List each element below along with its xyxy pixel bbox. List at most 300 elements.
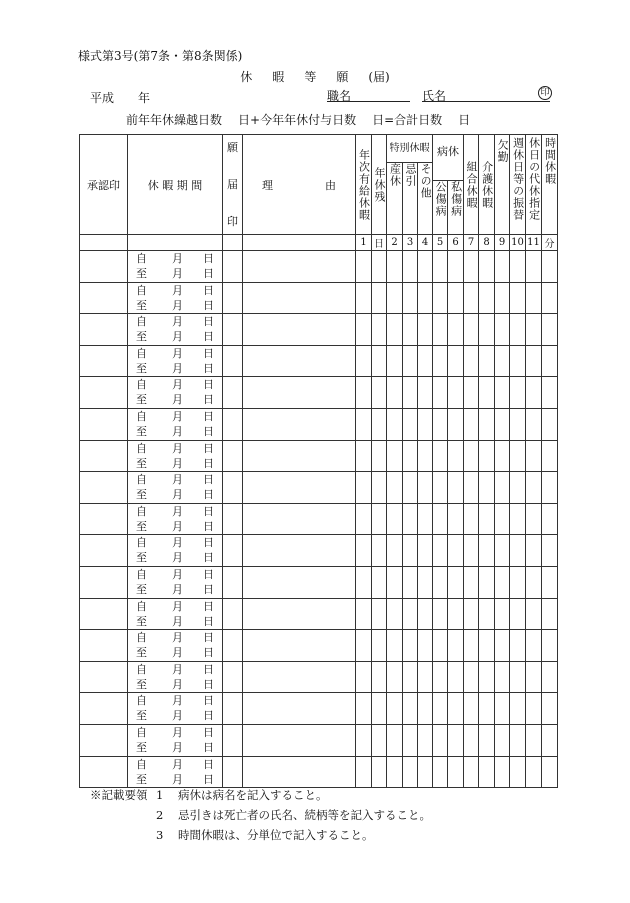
entry-cell[interactable] (418, 598, 433, 630)
entry-cell[interactable] (387, 724, 403, 756)
entry-cell[interactable] (526, 408, 542, 440)
entry-cell[interactable] (448, 408, 464, 440)
period-cell[interactable] (128, 440, 223, 472)
entry-cell[interactable] (356, 630, 372, 662)
entry-cell[interactable] (464, 472, 479, 504)
entry-cell[interactable] (510, 282, 526, 314)
period-cell[interactable] (128, 724, 223, 756)
entry-cell[interactable] (479, 251, 495, 283)
entry-cell[interactable] (433, 630, 448, 662)
entry-cell[interactable] (418, 314, 433, 346)
entry-cell[interactable] (479, 693, 495, 725)
entry-cell[interactable] (433, 661, 448, 693)
entry-cell[interactable] (464, 535, 479, 567)
entry-cell[interactable] (542, 440, 558, 472)
entry-cell[interactable] (433, 724, 448, 756)
entry-cell[interactable] (433, 693, 448, 725)
entry-cell[interactable] (526, 472, 542, 504)
entry-cell[interactable] (418, 440, 433, 472)
entry-cell[interactable] (243, 630, 356, 662)
entry-cell[interactable] (403, 408, 418, 440)
entry-cell[interactable] (80, 535, 128, 567)
entry-cell[interactable] (495, 345, 510, 377)
entry-cell[interactable] (418, 756, 433, 788)
entry-cell[interactable] (542, 630, 558, 662)
col-number: 分 (542, 235, 558, 251)
entry-cell[interactable] (356, 661, 372, 693)
entry-cell[interactable] (542, 377, 558, 409)
entry-cell[interactable] (479, 598, 495, 630)
entry-cell[interactable] (510, 251, 526, 283)
entry-cell[interactable] (479, 630, 495, 662)
entry-cell[interactable] (387, 408, 403, 440)
entry-cell[interactable] (510, 661, 526, 693)
entry-cell[interactable] (433, 345, 448, 377)
entry-cell[interactable] (372, 535, 387, 567)
entry-cell[interactable] (464, 440, 479, 472)
entry-cell[interactable] (464, 598, 479, 630)
entry-cell[interactable] (243, 282, 356, 314)
entry-cell[interactable] (356, 566, 372, 598)
entry-cell[interactable] (387, 535, 403, 567)
entry-cell[interactable] (542, 756, 558, 788)
entry-cell[interactable] (223, 251, 243, 283)
entry-cell[interactable] (495, 566, 510, 598)
entry-cell[interactable] (387, 282, 403, 314)
entry-cell[interactable] (464, 503, 479, 535)
entry-cell[interactable] (403, 566, 418, 598)
entry-cell[interactable] (448, 724, 464, 756)
entry-cell[interactable] (403, 661, 418, 693)
entry-cell[interactable] (356, 345, 372, 377)
entry-cell[interactable] (243, 661, 356, 693)
entry-cell[interactable] (356, 377, 372, 409)
entry-cell[interactable] (418, 251, 433, 283)
entry-cell[interactable] (526, 724, 542, 756)
year-field[interactable]: 年 (138, 91, 151, 105)
entry-cell[interactable] (510, 472, 526, 504)
entry-cell[interactable] (223, 724, 243, 756)
entry-cell[interactable] (403, 693, 418, 725)
entry-cell[interactable] (526, 693, 542, 725)
entry-cell[interactable] (223, 566, 243, 598)
day-label: 日 (203, 378, 214, 392)
entry-cell[interactable] (479, 314, 495, 346)
entry-cell[interactable] (403, 377, 418, 409)
entry-cell[interactable] (372, 345, 387, 377)
entry-cell[interactable] (243, 566, 356, 598)
entry-cell[interactable] (464, 251, 479, 283)
entry-cell[interactable] (526, 661, 542, 693)
entry-cell[interactable] (403, 598, 418, 630)
entry-cell[interactable] (356, 535, 372, 567)
period-cell[interactable] (128, 630, 223, 662)
entry-cell[interactable] (80, 661, 128, 693)
entry-cell[interactable] (387, 756, 403, 788)
entry-cell[interactable] (403, 630, 418, 662)
entry-cell[interactable] (526, 345, 542, 377)
entry-cell[interactable] (243, 377, 356, 409)
entry-cell[interactable] (243, 251, 356, 283)
entry-cell[interactable] (418, 408, 433, 440)
entry-cell[interactable] (80, 756, 128, 788)
entry-cell[interactable] (403, 345, 418, 377)
entry-cell[interactable] (448, 661, 464, 693)
entry-cell[interactable] (80, 377, 128, 409)
entry-cell[interactable] (464, 314, 479, 346)
entry-cell[interactable] (433, 314, 448, 346)
entry-cell[interactable] (448, 345, 464, 377)
period-cell[interactable] (128, 693, 223, 725)
entry-cell[interactable] (372, 503, 387, 535)
entry-cell[interactable] (464, 693, 479, 725)
entry-cell[interactable] (479, 503, 495, 535)
entry-cell[interactable] (223, 661, 243, 693)
entry-cell[interactable] (495, 472, 510, 504)
entry-cell[interactable] (510, 724, 526, 756)
entry-cell[interactable] (372, 724, 387, 756)
entry-cell[interactable] (542, 724, 558, 756)
entry-cell[interactable] (223, 693, 243, 725)
entry-cell[interactable] (418, 661, 433, 693)
entry-cell[interactable] (448, 693, 464, 725)
entry-cell[interactable] (243, 756, 356, 788)
entry-cell[interactable] (495, 440, 510, 472)
entry-cell[interactable] (387, 377, 403, 409)
entry-cell[interactable] (243, 472, 356, 504)
entry-cell[interactable] (510, 630, 526, 662)
entry-cell[interactable] (356, 598, 372, 630)
period-from (134, 314, 214, 329)
entry-cell[interactable] (510, 408, 526, 440)
entry-cell[interactable] (223, 535, 243, 567)
entry-cell[interactable] (403, 535, 418, 567)
entry-cell[interactable] (223, 282, 243, 314)
entry-cell[interactable] (495, 503, 510, 535)
entry-cell[interactable] (418, 503, 433, 535)
entry-cell[interactable] (448, 472, 464, 504)
hourly-leave-header: 時間休暇 (542, 135, 558, 235)
entry-cell[interactable] (448, 630, 464, 662)
entry-cell[interactable] (495, 535, 510, 567)
entry-cell[interactable] (243, 598, 356, 630)
entry-cell[interactable] (356, 282, 372, 314)
entry-cell[interactable] (356, 314, 372, 346)
entry-cell[interactable] (526, 756, 542, 788)
entry-cell[interactable] (464, 282, 479, 314)
entry-cell[interactable] (433, 282, 448, 314)
entry-cell[interactable] (464, 377, 479, 409)
entry-cell[interactable] (387, 472, 403, 504)
entry-cell[interactable] (243, 440, 356, 472)
entry-cell[interactable] (448, 282, 464, 314)
entry-cell[interactable] (479, 440, 495, 472)
entry-cell[interactable] (223, 408, 243, 440)
entry-cell[interactable] (495, 724, 510, 756)
entry-cell[interactable] (479, 345, 495, 377)
entry-cell[interactable] (433, 472, 448, 504)
entry-cell[interactable] (372, 251, 387, 283)
entry-cell[interactable] (356, 440, 372, 472)
entry-cell[interactable] (495, 282, 510, 314)
entry-cell[interactable] (510, 535, 526, 567)
entry-cell[interactable] (372, 566, 387, 598)
entry-cell[interactable] (479, 408, 495, 440)
from-label: 自 (136, 662, 147, 676)
entry-cell[interactable] (526, 535, 542, 567)
entry-cell[interactable] (243, 535, 356, 567)
entry-cell[interactable] (243, 503, 356, 535)
entry-cell[interactable] (80, 630, 128, 662)
entry-cell[interactable] (387, 598, 403, 630)
entry-cell[interactable] (80, 693, 128, 725)
entry-cell[interactable] (479, 535, 495, 567)
entry-cell[interactable] (510, 756, 526, 788)
entry-cell[interactable] (243, 345, 356, 377)
entry-cell[interactable] (448, 535, 464, 567)
period-cell[interactable] (128, 756, 223, 788)
entry-cell[interactable] (223, 756, 243, 788)
post-field[interactable]: 職名 (327, 89, 352, 103)
entry-cell[interactable] (542, 314, 558, 346)
entry-cell[interactable] (243, 693, 356, 725)
entry-cell[interactable] (433, 756, 448, 788)
entry-cell[interactable] (433, 503, 448, 535)
entry-cell[interactable] (80, 724, 128, 756)
entry-cell[interactable] (356, 408, 372, 440)
entry-cell[interactable] (464, 345, 479, 377)
entry-cell[interactable] (433, 440, 448, 472)
entry-cell[interactable] (479, 724, 495, 756)
entry-cell[interactable] (433, 377, 448, 409)
entry-cell[interactable] (448, 503, 464, 535)
entry-cell[interactable] (418, 724, 433, 756)
entry-cell[interactable] (495, 661, 510, 693)
period-cell[interactable] (128, 472, 223, 504)
entry-cell[interactable] (387, 314, 403, 346)
entry-cell[interactable] (479, 472, 495, 504)
entry-cell[interactable] (495, 756, 510, 788)
entry-cell[interactable] (448, 566, 464, 598)
period-cell[interactable] (128, 503, 223, 535)
entry-cell[interactable] (80, 598, 128, 630)
entry-cell[interactable] (418, 630, 433, 662)
entry-cell[interactable] (223, 630, 243, 662)
entry-cell[interactable] (495, 377, 510, 409)
entry-cell[interactable] (387, 503, 403, 535)
entry-cell[interactable] (526, 630, 542, 662)
entry-cell[interactable] (526, 566, 542, 598)
entry-cell[interactable] (448, 314, 464, 346)
entry-cell[interactable] (243, 724, 356, 756)
entry-cell[interactable] (526, 503, 542, 535)
entry-cell[interactable] (356, 756, 372, 788)
entry-cell[interactable] (526, 440, 542, 472)
entry-cell[interactable] (464, 408, 479, 440)
entry-cell[interactable] (448, 251, 464, 283)
entry-cell[interactable] (223, 377, 243, 409)
entry-cell[interactable] (526, 377, 542, 409)
entry-cell[interactable] (223, 598, 243, 630)
entry-cell[interactable] (479, 566, 495, 598)
entry-cell[interactable] (495, 314, 510, 346)
period-cell[interactable] (128, 598, 223, 630)
entry-cell[interactable] (372, 756, 387, 788)
entry-cell[interactable] (387, 251, 403, 283)
entry-cell[interactable] (356, 251, 372, 283)
entry-cell[interactable] (372, 598, 387, 630)
entry-cell[interactable] (433, 598, 448, 630)
entry-cell[interactable] (542, 408, 558, 440)
entry-cell[interactable] (418, 693, 433, 725)
entry-cell[interactable] (526, 598, 542, 630)
entry-cell[interactable] (80, 408, 128, 440)
name-field[interactable]: 氏名 (422, 89, 447, 103)
entry-cell[interactable] (80, 440, 128, 472)
entry-cell[interactable] (80, 282, 128, 314)
entry-cell[interactable] (80, 503, 128, 535)
entry-cell[interactable] (495, 630, 510, 662)
day-label: 日 (203, 488, 214, 502)
entry-cell[interactable] (542, 503, 558, 535)
entry-cell[interactable] (526, 314, 542, 346)
entry-cell[interactable] (80, 566, 128, 598)
entry-cell[interactable] (403, 440, 418, 472)
entry-cell[interactable] (403, 314, 418, 346)
entry-cell[interactable] (80, 251, 128, 283)
entry-cell[interactable] (510, 693, 526, 725)
entry-cell[interactable] (495, 251, 510, 283)
entry-cell[interactable] (433, 566, 448, 598)
entry-cell[interactable] (510, 314, 526, 346)
entry-cell[interactable] (542, 566, 558, 598)
from-label: 自 (136, 694, 147, 708)
entry-cell[interactable] (418, 377, 433, 409)
entry-cell[interactable] (356, 724, 372, 756)
entry-cell[interactable] (372, 377, 387, 409)
entry-cell[interactable] (542, 472, 558, 504)
entry-cell[interactable] (356, 472, 372, 504)
entry-cell[interactable] (418, 345, 433, 377)
entry-cell[interactable] (479, 661, 495, 693)
entry-cell[interactable] (510, 503, 526, 535)
entry-cell[interactable] (387, 345, 403, 377)
entry-cell[interactable] (372, 408, 387, 440)
entry-cell[interactable] (403, 503, 418, 535)
form-title (0, 68, 630, 85)
entry-cell[interactable] (495, 408, 510, 440)
period-cell[interactable] (128, 314, 223, 346)
entry-cell[interactable] (356, 503, 372, 535)
entry-cell[interactable] (80, 472, 128, 504)
period-cell[interactable] (128, 282, 223, 314)
entry-cell[interactable] (387, 693, 403, 725)
entry-cell[interactable] (403, 472, 418, 504)
entry-cell[interactable] (495, 693, 510, 725)
entry-cell[interactable] (372, 472, 387, 504)
entry-cell[interactable] (403, 724, 418, 756)
entry-cell[interactable] (542, 598, 558, 630)
entry-cell[interactable] (526, 282, 542, 314)
entry-cell[interactable] (542, 251, 558, 283)
period-cell[interactable] (128, 408, 223, 440)
entry-cell[interactable] (80, 345, 128, 377)
period-cell[interactable] (128, 535, 223, 567)
entry-cell[interactable] (243, 408, 356, 440)
entry-cell[interactable] (223, 503, 243, 535)
entry-cell[interactable] (542, 661, 558, 693)
entry-cell[interactable] (479, 282, 495, 314)
entry-cell[interactable] (448, 440, 464, 472)
entry-cell[interactable] (464, 566, 479, 598)
entry-cell[interactable] (479, 756, 495, 788)
entry-cell[interactable] (372, 661, 387, 693)
period-cell[interactable] (128, 661, 223, 693)
entry-cell[interactable] (223, 440, 243, 472)
entry-cell[interactable] (448, 377, 464, 409)
entry-cell[interactable] (448, 598, 464, 630)
entry-cell[interactable] (387, 661, 403, 693)
entry-cell[interactable] (542, 345, 558, 377)
period-cell[interactable] (128, 251, 223, 283)
period-cell[interactable] (128, 566, 223, 598)
entry-cell[interactable] (542, 535, 558, 567)
entry-cell[interactable] (372, 440, 387, 472)
entry-cell[interactable] (433, 535, 448, 567)
period-cell[interactable] (128, 377, 223, 409)
entry-cell[interactable] (418, 472, 433, 504)
entry-cell[interactable] (223, 345, 243, 377)
entry-cell[interactable] (418, 566, 433, 598)
entry-cell[interactable] (403, 282, 418, 314)
entry-cell[interactable] (464, 661, 479, 693)
entry-cell[interactable] (418, 535, 433, 567)
entry-cell[interactable] (223, 314, 243, 346)
entry-cell[interactable] (403, 251, 418, 283)
entry-cell[interactable] (464, 756, 479, 788)
entry-cell[interactable] (372, 630, 387, 662)
entry-cell[interactable] (526, 251, 542, 283)
entry-cell[interactable] (479, 377, 495, 409)
entry-cell[interactable] (464, 724, 479, 756)
entry-cell[interactable] (495, 598, 510, 630)
entry-cell[interactable] (387, 630, 403, 662)
entry-cell[interactable] (356, 693, 372, 725)
entry-cell[interactable] (243, 314, 356, 346)
entry-cell[interactable] (448, 756, 464, 788)
entry-cell[interactable] (510, 440, 526, 472)
entry-cell[interactable] (387, 440, 403, 472)
entry-cell[interactable] (403, 756, 418, 788)
entry-cell[interactable] (433, 251, 448, 283)
entry-cell[interactable] (510, 345, 526, 377)
entry-cell[interactable] (510, 566, 526, 598)
entry-cell[interactable] (372, 282, 387, 314)
entry-cell[interactable] (80, 314, 128, 346)
entry-cell[interactable] (223, 472, 243, 504)
entry-cell[interactable] (542, 693, 558, 725)
entry-cell[interactable] (433, 408, 448, 440)
entry-cell[interactable] (372, 314, 387, 346)
entry-cell[interactable] (510, 377, 526, 409)
entry-cell[interactable] (510, 598, 526, 630)
entry-cell[interactable] (542, 282, 558, 314)
entry-cell[interactable] (372, 693, 387, 725)
entry-cell[interactable] (418, 282, 433, 314)
entry-cell[interactable] (387, 566, 403, 598)
period-cell[interactable] (128, 345, 223, 377)
entry-cell[interactable] (464, 630, 479, 662)
